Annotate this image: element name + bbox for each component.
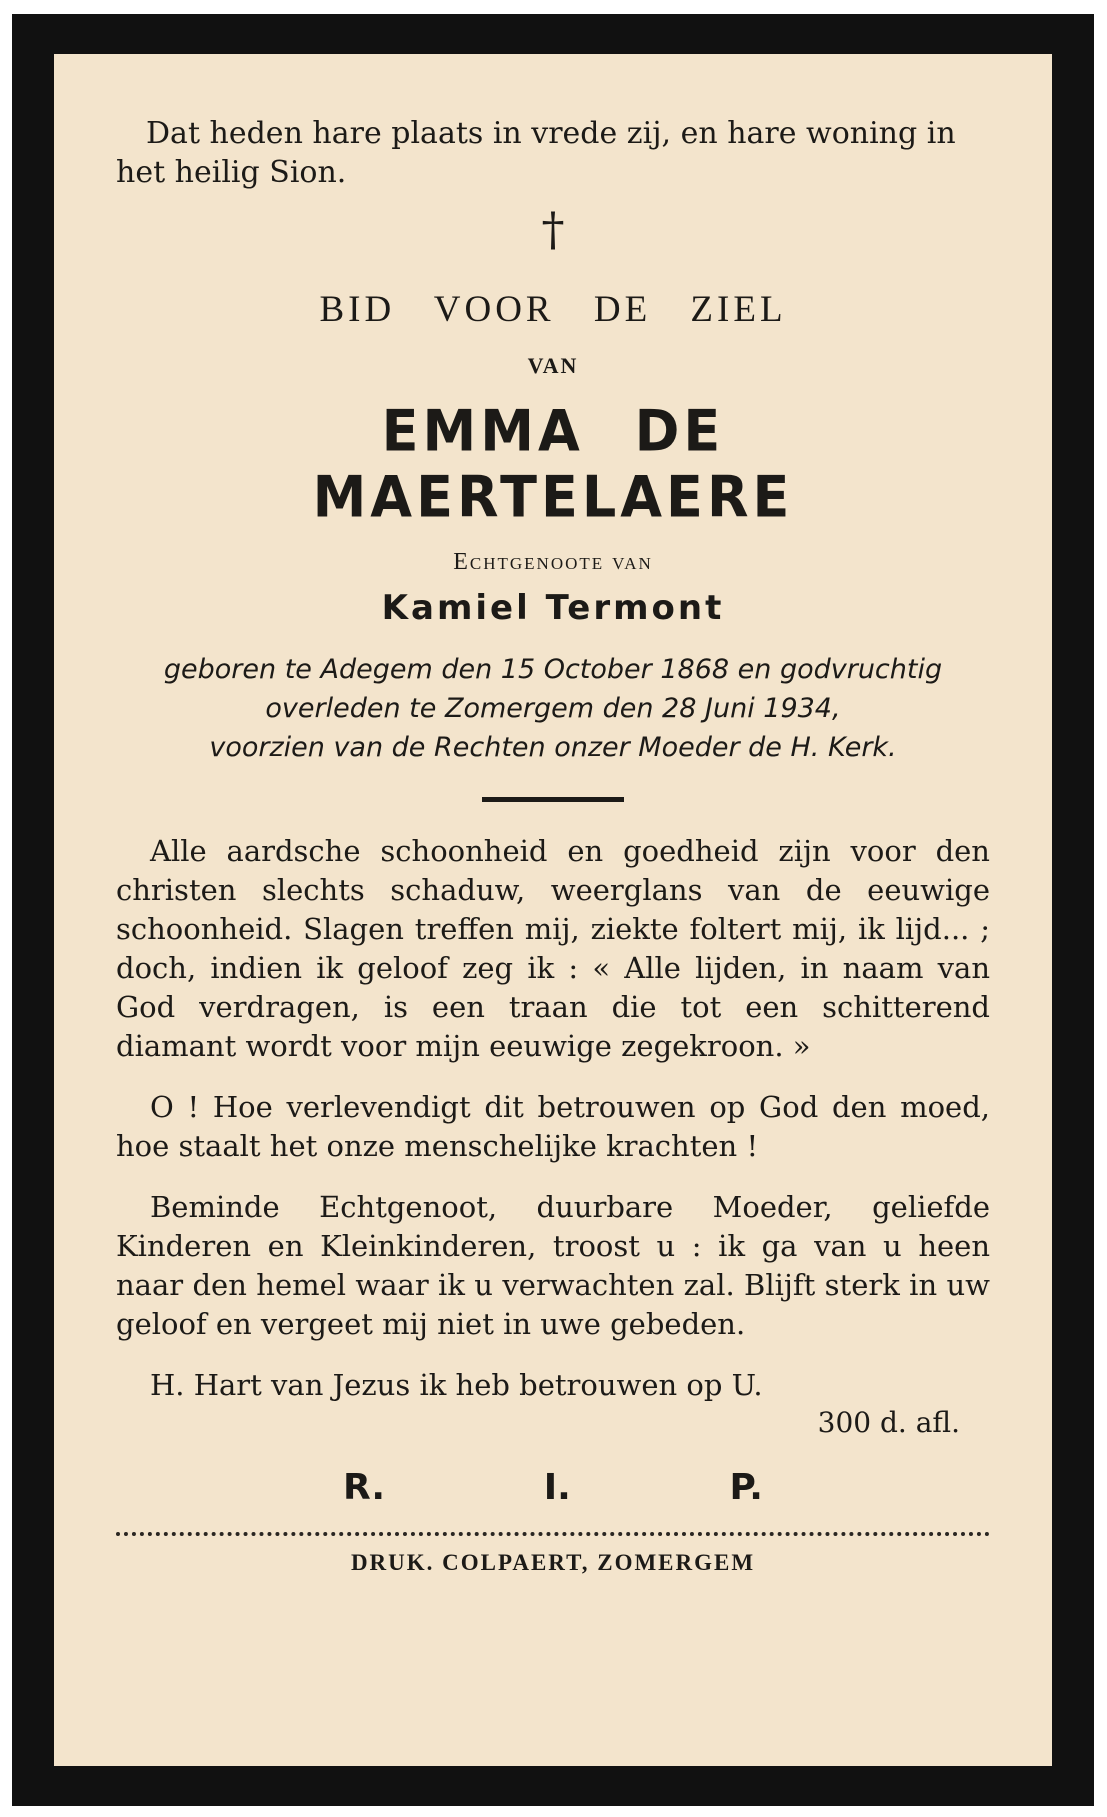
rip [343,1467,763,1508]
deceased-name: EMMA DE MAERTELAERE [312,397,794,531]
spouse-name: Kamiel Termont [381,588,725,628]
paragraph-trust: O ! Hoe verlevendigt dit betrouwen op God den moed, hoe staalt het onze menschelijke krachten ! [116,1090,990,1163]
closing-prayer: H. Hart van Jezus ik heb betrouwen op U. [150,1368,763,1402]
mourning-border [12,14,1094,1806]
heading: BID VOOR DE ZIEL [319,289,787,330]
life-dates [116,650,990,767]
indulgence-note: 300 d. afl. [817,1406,960,1439]
card-content [116,114,990,1576]
opening-verse: Dat heden hare plaats in vrede zij, en hare woning in het heilig Sion. [116,116,956,190]
printer-credit: DRUK. COLPAERT, ZOMERGEM [350,1550,756,1575]
cross-icon: † [541,202,565,256]
spouse-label: Echtgenoote van [453,549,653,575]
sacraments-line: voorzien van de Rechten onzer Moeder de H. Kerk. [209,732,897,763]
memorial-card [54,54,1052,1766]
paragraph-farewell: Beminde Echtgenoot, duurbare Moeder, geliefde Kinderen en Kleinkinderen, troost u : ik ga van u heen naar den hemel waar ik u verwachten zal. Blijft sterk in uw geloof en vergeet mij niet in uwe gebeden. [116,1190,990,1341]
rip-p: P. [729,1467,763,1508]
rip-r: R. [343,1467,386,1508]
dotted-rule [116,1532,990,1536]
van-label: VAN [527,353,579,378]
death-line: overleden te Zomergem den 28 Juni 1934, [265,693,841,724]
rip-i: I. [543,1467,571,1508]
divider [482,797,624,802]
paragraph-beauty: Alle aardsche schoonheid en goedheid zijn voor den christen slechts schaduw, weerglans van de eeuwige schoonheid. Slagen treffen mij, ziekte foltert mij, ik lijd... ; doch, indien ik geloof zeg ik : « Alle lijden, in naam van God verdragen, is een traan die tot een schitterend diamant wordt voor mijn eeuwige zegekroon. » [116,834,990,1063]
birth-line: geboren te Adegem den 15 October 1868 en godvruchtig [163,654,943,685]
